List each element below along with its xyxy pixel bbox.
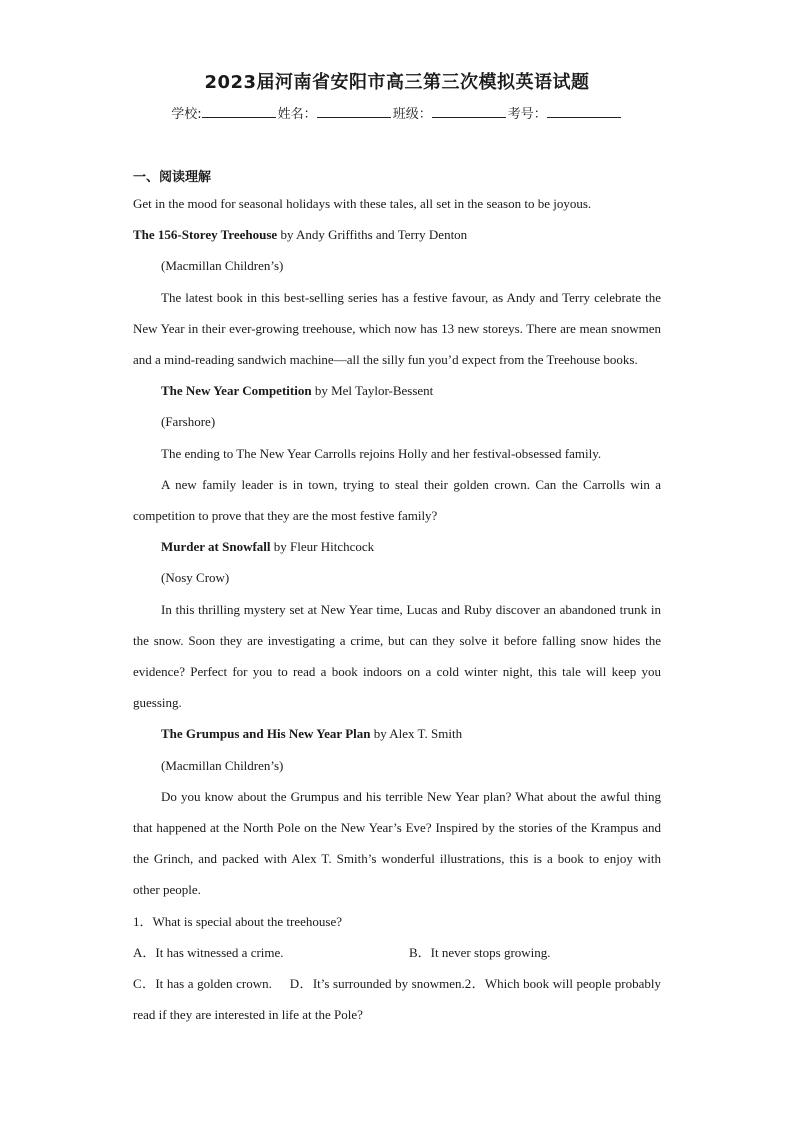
question-1-option-a[interactable]: A．It has witnessed a crime.: [133, 944, 284, 960]
book-2-publisher: (Farshore): [161, 414, 216, 430]
book-3-heading: [133, 531, 661, 562]
school-label: 学校:: [171, 107, 202, 122]
book-4-title: The Grumpus and His New Year Plan: [161, 726, 371, 742]
reading-passage: [133, 188, 661, 1030]
question-1-options-row-1: [133, 937, 661, 968]
book-4-description: Do you know about the Grumpus and his terrible New Year plan? What about the awful thing that happened at the North Pole on the New Year’s Eve? Inspired by the stories of the Krampus and the Grinch, and packed with Alex T. Smith’s wonderful illustrations, this is a book to enjoy with other people.: [133, 788, 661, 898]
class-label: 班级：: [392, 107, 432, 122]
question-1-stem: 1．What is special about the treehouse?: [133, 913, 343, 929]
book-2-heading: [133, 375, 661, 406]
exam-number-blank[interactable]: [547, 104, 621, 118]
book-2-author: by Mel Taylor-Bessent: [311, 383, 434, 399]
page-title: 2023届河南省安阳市高三第三次模拟英语试题: [204, 72, 590, 93]
book-1-title: The 156-Storey Treehouse: [133, 227, 278, 243]
book-2-description-2: A new family leader is in town, trying to steal their golden crown. Can the Carrolls win a competition to prove that they are the most festive family?: [133, 476, 661, 524]
class-blank[interactable]: [432, 104, 506, 118]
school-blank[interactable]: [202, 104, 276, 118]
book-3-author: by Fleur Hitchcock: [270, 539, 375, 555]
book-1-heading: [133, 219, 661, 250]
book-3-title: Murder at Snowfall: [161, 539, 271, 555]
question-1-option-c[interactable]: C．It has a golden crown.: [133, 976, 272, 992]
book-4-heading: [133, 718, 661, 749]
book-2-description-1: The ending to The New Year Carrolls rejoins Holly and her festival-obsessed family.: [161, 445, 602, 461]
question-1-options-row-2: [133, 968, 661, 1030]
student-info-line: [0, 103, 794, 122]
question-2-stem: 2．Which book will people probably read if they are interested in life at the Pole?: [133, 976, 661, 1023]
question-1-option-b[interactable]: B．It never stops growing.: [409, 944, 551, 960]
book-3-publisher: (Nosy Crow): [161, 570, 230, 586]
passage-intro: Get in the mood for seasonal holidays with these tales, all set in the season to be joyous.: [133, 196, 592, 211]
question-1-option-d[interactable]: D．It’s surrounded by snowmen.: [289, 976, 465, 992]
book-1-author: by Andy Griffiths and Terry Denton: [277, 227, 468, 243]
book-4-publisher: (Macmillan Children’s): [161, 757, 284, 773]
exam-number-label: 考号：: [507, 107, 547, 122]
book-3-description: In this thrilling mystery set at New Year time, Lucas and Ruby discover an abandoned trunk in the snow. Soon they are investigating a crime, but can they solve it before falling snow hides the evidence? Perfect for you to read a book indoors on a cold winter night, this tale will keep you guessing.: [133, 601, 661, 711]
name-label: 姓名：: [277, 107, 317, 122]
book-1-description: The latest book in this best-selling series has a festive favour, as Andy and Terry celebrate the New Year in their ever-growing treehouse, which now has 13 new storeys. There are mean snowmen and a mind-reading sandwich machine—all the silly fun you’d expect from the Treehouse books.: [133, 289, 661, 368]
book-1-publisher: (Macmillan Children’s): [161, 258, 284, 274]
book-2-title: The New Year Competition: [161, 383, 312, 399]
book-4-author: by Alex T. Smith: [370, 726, 463, 742]
section-heading: 一、阅读理解: [133, 170, 212, 185]
name-blank[interactable]: [317, 104, 391, 118]
